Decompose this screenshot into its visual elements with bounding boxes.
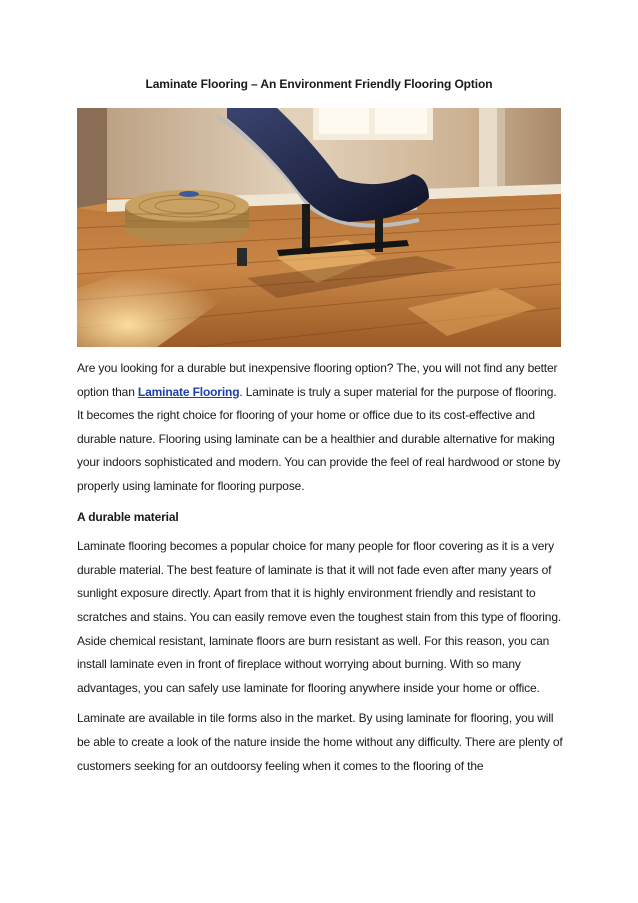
section-heading: A durable material	[77, 509, 179, 524]
hero-image	[77, 108, 561, 347]
durability-paragraph: Laminate flooring becomes a popular choice for many people for floor covering as it is a very durable material. The best feature of laminate is that it will not fade even after many years of sunlight exposure directly. Apart from that it is highly environment friendly and resistant to scratches and stains. You can easily remove even the toughest stain from this type of flooring. Aside chemical resistant, laminate floors are burn resistant as well. For this reason, you can install laminate even in front of fireplace without worrying about burning. With so many advantages, you can safely use laminate for flooring anywhere inside your home or office.	[77, 539, 562, 695]
tile-forms-paragraph: Laminate are available in tile forms also in the market. By using laminate for flooring, you will be able to create a look of the nature inside the home without any difficulty. There are plenty of customers seeking for an outdoorsy feeling when it comes to the flooring of the	[77, 711, 563, 773]
article-body	[77, 357, 565, 785]
document-title: Laminate Flooring – An Environment Friendly Flooring Option	[145, 77, 493, 91]
intro-text-start: Are you looking for a durable but inexpensive flooring option? The, you will not find any better option than	[77, 361, 558, 399]
laminate-flooring-link[interactable]: Laminate Flooring	[137, 384, 240, 399]
lounge-chair-floor-illustration	[77, 108, 561, 347]
intro-text-end: . Laminate is truly a super material for the purpose of flooring. It becomes the right choice for flooring of your home or office due to its cost-effective and durable nature. Flooring using laminate can be a healthier and durable alternative for making your indoors sophisticated and modern. You can provide the feel of real hardwood or stone by properly using laminate for flooring purpose.	[77, 384, 561, 493]
intro-paragraph	[77, 357, 565, 499]
